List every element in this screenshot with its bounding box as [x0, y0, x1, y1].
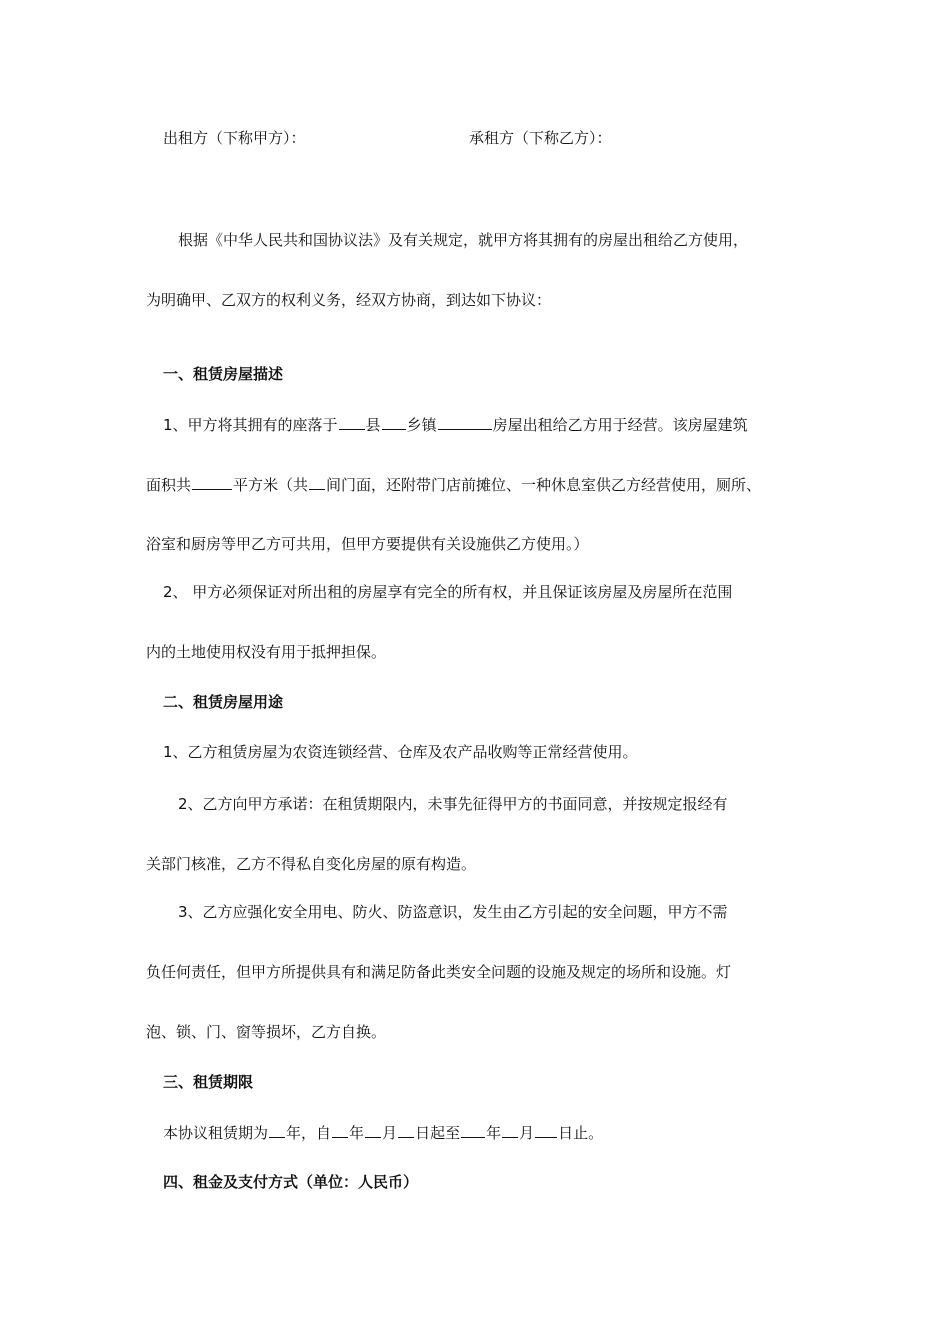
blank-start-year [332, 1122, 348, 1138]
section-1-clause-2-line-1: 2、 甲方必须保证对所出租的房屋享有完全的所有权，并且保证该房屋及房屋所在范围 [163, 583, 733, 601]
section-2-clause-2-line-1: 2、乙方向甲方承诺：在租赁期限内，未事先征得甲方的书面同意，并按规定报经有 [178, 795, 728, 813]
blank-years [269, 1122, 285, 1138]
term-text: 本协议租赁期为 [163, 1124, 269, 1142]
blank-end-year [461, 1122, 485, 1138]
clause-text: 间门面，还附带门店前摊位、一种休息室供乙方经营使用，厕所、 [326, 476, 762, 494]
section-1-title: 一、租赁房屋描述 [163, 365, 284, 383]
section-2-title: 二、租赁房屋用途 [163, 693, 284, 711]
blank-start-month [365, 1122, 381, 1138]
clause-text: 乡镇 [406, 416, 437, 434]
blank-end-day [535, 1122, 557, 1138]
lessor-label: 出租方（下称甲方）： [163, 129, 306, 147]
blank-town [382, 414, 406, 430]
intro-line-1: 根据《中华人民共和国协议法》及有关规定，就甲方将其拥有的房屋出租给乙方使用， [178, 231, 749, 249]
section-3-title: 三、租赁期限 [163, 1073, 254, 1091]
blank-rooms [309, 474, 325, 490]
section-2-clause-2-line-2: 关部门核准，乙方不得私自变化房屋的原有构造。 [146, 855, 477, 873]
section-2-clause-3-line-1: 3、乙方应强化安全用电、防火、防盗意识，发生由乙方引起的安全问题，甲方不需 [178, 903, 728, 921]
section-3-term-line [163, 1122, 603, 1143]
term-text: 日止。 [558, 1124, 604, 1142]
blank-county [339, 414, 365, 430]
blank-area [192, 474, 232, 490]
term-text: 年 [486, 1124, 502, 1142]
blank-location [438, 414, 492, 430]
clause-text: 房屋出租给乙方用于经营。该房屋建筑 [492, 416, 748, 434]
blank-end-month [502, 1122, 518, 1138]
term-text: 月 [519, 1124, 535, 1142]
clause-text: 平方米（共 [233, 476, 309, 494]
term-text: 年，自 [286, 1124, 332, 1142]
section-2-clause-1: 1、乙方租赁房屋为农资连锁经营、仓库及农产品收购等正常经营使用。 [163, 743, 638, 761]
clause-text: 1、甲方将其拥有的座落于 [163, 416, 338, 434]
section-1-clause-1-line-1 [163, 414, 748, 435]
blank-start-day [398, 1122, 414, 1138]
lessee-label: 承租方（下称乙方）： [469, 129, 612, 147]
clause-text: 面积共 [146, 476, 192, 494]
term-text: 日起至 [415, 1124, 461, 1142]
intro-line-2: 为明确甲、乙双方的权利义务，经双方协商，到达如下协议： [146, 291, 552, 309]
section-1-clause-1-line-2 [146, 474, 761, 495]
term-text: 年 [349, 1124, 365, 1142]
clause-text: 县 [365, 416, 381, 434]
term-text: 月 [382, 1124, 398, 1142]
section-1-clause-2-line-2: 内的土地使用权没有用于抵押担保。 [146, 643, 387, 661]
section-4-title: 四、租金及支付方式（单位：人民币） [163, 1173, 419, 1191]
section-2-clause-3-line-3: 泡、锁、门、窗等损坏，乙方自换。 [146, 1023, 387, 1041]
section-2-clause-3-line-2: 负任何责任，但甲方所提供具有和满足防备此类安全问题的设施及规定的场所和设施。灯 [146, 963, 732, 981]
section-1-clause-1-line-3: 浴室和厨房等甲乙方可共用，但甲方要提供有关设施供乙方使用。） [146, 535, 589, 553]
